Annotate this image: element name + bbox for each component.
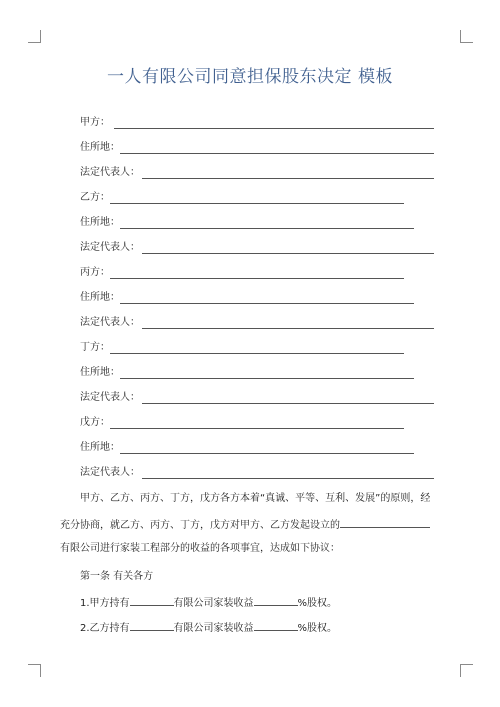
company-name-blank[interactable]	[340, 517, 430, 528]
fill-line[interactable]	[120, 378, 414, 379]
field-label: 住所地：	[80, 142, 120, 153]
item-1-mid: 有限公司家装收益	[173, 598, 254, 609]
field-label: 乙方：	[80, 192, 110, 203]
intro-line-3: 有限公司进行家装工程部分的收益的各项事宜，达成如下协议：	[60, 543, 340, 554]
field-label: 甲方：	[80, 117, 110, 128]
fill-line[interactable]	[110, 203, 404, 204]
field-label: 戊方：	[80, 417, 110, 428]
fill-line[interactable]	[120, 303, 414, 304]
article-1-item-1	[80, 595, 337, 611]
fill-line[interactable]	[110, 278, 404, 279]
field-label: 法定代表人：	[80, 467, 140, 478]
field-label: 丙方：	[80, 267, 110, 278]
item-2-company-blank[interactable]	[130, 620, 174, 631]
item-2-prefix: 2.乙方持有	[80, 623, 130, 634]
fill-line[interactable]	[120, 453, 414, 454]
crop-mark-bottom-right	[460, 664, 473, 677]
item-1-percent-blank[interactable]	[254, 595, 298, 606]
item-2-percent-blank[interactable]	[254, 620, 298, 631]
intro-line-1: 甲方、乙方、丙方、丁方，戊方各方本着“真诚、平等、互利、发展”的原则，经	[80, 493, 431, 504]
field-label: 住所地：	[80, 217, 120, 228]
fill-line[interactable]	[142, 328, 434, 329]
fill-line[interactable]	[110, 428, 404, 429]
field-label: 法定代表人：	[80, 317, 140, 328]
item-1-suffix: %股权。	[297, 598, 338, 609]
article-1-heading: 第一条 有关各方	[80, 571, 154, 582]
intro-line-2-text: 充分协商，就乙方、丙方、丁方，戊方对甲方、乙方发起设立的	[60, 520, 340, 531]
fill-line[interactable]	[120, 153, 434, 154]
article-1-item-2	[80, 620, 337, 636]
intro-line-2	[60, 517, 430, 533]
field-label: 法定代表人：	[80, 167, 140, 178]
fill-line[interactable]	[142, 403, 434, 404]
field-label: 法定代表人：	[80, 392, 140, 403]
field-label: 住所地：	[80, 367, 120, 378]
fill-line[interactable]	[120, 228, 414, 229]
crop-mark-bottom-left	[28, 664, 41, 677]
item-2-suffix: %股权。	[297, 623, 338, 634]
fill-line[interactable]	[142, 178, 434, 179]
field-label: 住所地：	[80, 442, 120, 453]
item-2-mid: 有限公司家装收益	[173, 623, 254, 634]
field-label: 住所地：	[80, 292, 120, 303]
item-1-company-blank[interactable]	[130, 595, 174, 606]
fill-line[interactable]	[142, 478, 434, 479]
crop-mark-top-right	[460, 30, 473, 43]
fill-line[interactable]	[142, 253, 434, 254]
field-label: 法定代表人：	[80, 242, 140, 253]
document-title: 一人有限公司同意担保股东决定 模板	[107, 67, 393, 87]
field-label: 丁方：	[80, 342, 110, 353]
fill-line[interactable]	[110, 353, 404, 354]
fill-line[interactable]	[114, 128, 434, 129]
item-1-prefix: 1.甲方持有	[80, 598, 130, 609]
crop-mark-top-left	[28, 30, 41, 43]
